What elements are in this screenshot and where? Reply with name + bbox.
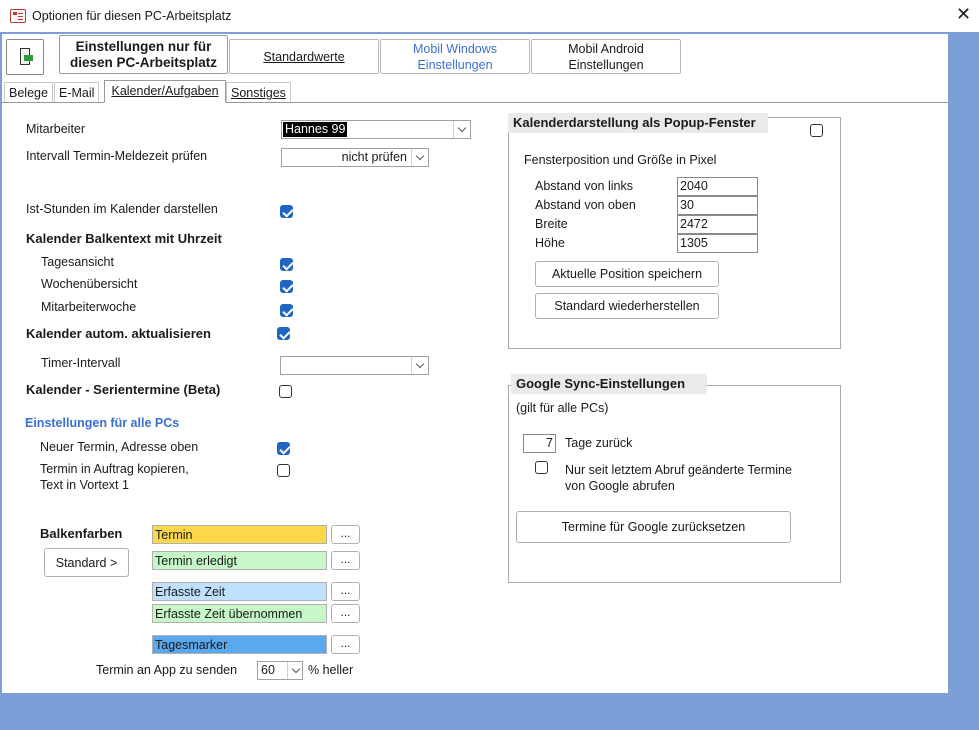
app-icon — [10, 9, 26, 23]
intervall-select[interactable] — [281, 148, 429, 167]
popup-group-title: Kalenderdarstellung als Popup-Fenster — [508, 113, 768, 133]
changed-only-label-1: Nur seit letztem Abruf geänderte Termine — [565, 463, 792, 477]
swatch-erfasste-zeit: Erfasste Zeit — [152, 582, 327, 601]
timer-label: Timer-Intervall — [41, 356, 121, 370]
mitarbeiterwoche-label: Mitarbeiterwoche — [41, 300, 137, 314]
close-icon[interactable]: ✕ — [956, 4, 972, 24]
toolbar-button-standardwerte[interactable]: Standardwerte — [229, 39, 379, 74]
swatch-erfasste-zeit-uebernommen: Erfasste Zeit übernommen — [152, 604, 327, 623]
abstand-oben-input[interactable]: 30 — [677, 196, 758, 215]
reset-google-button[interactable]: Termine für Google zurücksetzen — [516, 511, 791, 543]
popup-checkbox[interactable] — [810, 124, 823, 137]
alle-pcs-heading: Einstellungen für alle PCs — [25, 416, 180, 430]
chevron-down-icon[interactable] — [453, 121, 470, 138]
app-senden-label: Termin an App zu senden — [96, 663, 238, 677]
chevron-down-icon[interactable] — [287, 662, 302, 679]
pick-color-termin-erledigt-button[interactable]: ... — [331, 551, 360, 570]
breite-input[interactable]: 2472 — [677, 215, 758, 234]
tage-label: Tage zurück — [565, 436, 633, 450]
swatch-termin: Termin — [152, 525, 327, 544]
auftrag-kopieren-checkbox[interactable] — [277, 464, 290, 477]
auftrag-kopieren-label-2: Text in Vortext 1 — [40, 478, 129, 492]
heller-suffix: % heller — [308, 663, 354, 677]
neuer-termin-checkbox[interactable] — [277, 442, 290, 455]
pick-color-termin-button[interactable]: ... — [331, 525, 360, 544]
heller-value: 60 — [261, 663, 275, 677]
tab-sonstiges[interactable]: Sonstiges — [226, 82, 291, 102]
swatch-termin-erledigt: Termin erledigt — [152, 551, 327, 570]
autom-aktualisieren-checkbox[interactable] — [277, 327, 290, 340]
wochenuebersicht-checkbox[interactable] — [280, 280, 293, 293]
mitarbeiterwoche-checkbox[interactable] — [280, 304, 293, 317]
mitarbeiter-select[interactable] — [281, 120, 471, 139]
exit-arrow-icon — [24, 55, 33, 61]
intervall-value: nicht prüfen — [341, 150, 407, 164]
tab-belege[interactable]: Belege — [4, 82, 53, 102]
intervall-label: Intervall Termin-Meldezeit prüfen — [26, 149, 208, 163]
google-note: (gilt für alle PCs) — [516, 401, 609, 415]
serientermine-checkbox[interactable] — [279, 385, 292, 398]
tab-email[interactable]: E-Mail — [54, 82, 99, 102]
hoehe-label: Höhe — [535, 236, 565, 250]
auftrag-kopieren-label-1: Termin in Auftrag kopieren, — [40, 462, 189, 476]
abstand-oben-label: Abstand von oben — [535, 198, 636, 212]
tagesansicht-label: Tagesansicht — [41, 255, 114, 269]
timer-select[interactable] — [280, 356, 429, 375]
ist-stunden-label: Ist-Stunden im Kalender darstellen — [26, 202, 218, 216]
serientermine-label: Kalender - Serientermine (Beta) — [26, 382, 221, 397]
balkentext-heading: Kalender Balkentext mit Uhrzeit — [26, 231, 222, 246]
changed-only-checkbox[interactable] — [535, 461, 548, 474]
tagesansicht-checkbox[interactable] — [280, 258, 293, 271]
restore-default-button[interactable]: Standard wiederherstellen — [535, 293, 719, 319]
exit-button[interactable] — [6, 39, 44, 75]
mitarbeiter-value: Hannes 99 — [285, 122, 346, 136]
breite-label: Breite — [535, 217, 568, 231]
heller-select[interactable] — [257, 661, 303, 680]
chevron-down-icon[interactable] — [411, 149, 428, 166]
tage-input[interactable]: 7 — [523, 434, 556, 453]
popup-subtitle: Fensterposition und Größe in Pixel — [524, 153, 717, 167]
neuer-termin-label: Neuer Termin, Adresse oben — [40, 440, 199, 454]
autom-aktualisieren-label: Kalender autom. aktualisieren — [26, 326, 211, 341]
pick-color-erfasste-zeit-uebernommen-button[interactable]: ... — [331, 604, 360, 623]
abstand-links-label: Abstand von links — [535, 179, 633, 193]
toolbar-button-mobil-android[interactable]: Mobil Android Einstellungen — [531, 39, 681, 74]
tab-kalender-aufgaben[interactable]: Kalender/Aufgaben — [104, 80, 226, 103]
wochenuebersicht-label: Wochenübersicht — [41, 277, 138, 291]
swatch-tagesmarker: Tagesmarker — [152, 635, 327, 654]
toolbar-button-pc-settings[interactable]: Einstellungen nur für diesen PC-Arbeitsplatz — [59, 35, 228, 74]
window-title: Optionen für diesen PC-Arbeitsplatz — [32, 9, 232, 23]
balkenfarben-label: Balkenfarben — [40, 526, 123, 541]
pick-color-erfasste-zeit-button[interactable]: ... — [331, 582, 360, 601]
google-group-title: Google Sync-Einstellungen — [511, 374, 707, 394]
chevron-down-icon[interactable] — [411, 357, 428, 374]
pick-color-tagesmarker-button[interactable]: ... — [331, 635, 360, 654]
changed-only-label-2: von Google abrufen — [565, 479, 675, 493]
ist-stunden-checkbox[interactable] — [280, 205, 293, 218]
mitarbeiter-label: Mitarbeiter — [26, 122, 86, 136]
hoehe-input[interactable]: 1305 — [677, 234, 758, 253]
save-position-button[interactable]: Aktuelle Position speichern — [535, 261, 719, 287]
abstand-links-input[interactable]: 2040 — [677, 177, 758, 196]
toolbar-button-mobil-windows[interactable]: Mobil Windows Einstellungen — [380, 39, 530, 74]
standard-colors-button[interactable]: Standard > — [44, 548, 129, 577]
